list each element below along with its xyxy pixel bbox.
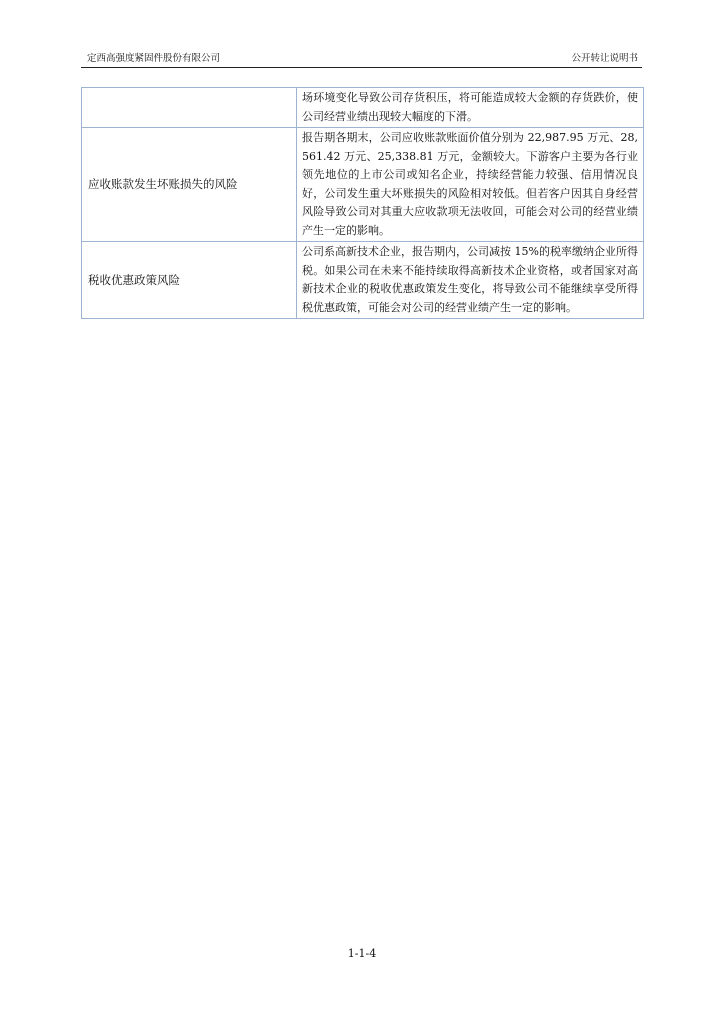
table-row — [82, 88, 644, 128]
company-name: 定西高强度紧固件股份有限公司 — [87, 53, 221, 64]
page-header — [81, 52, 642, 68]
risk-table — [81, 87, 644, 319]
document-type: 公开转让说明书 — [571, 53, 638, 64]
risk-name-cell: 应收账款发生坏账损失的风险 — [82, 128, 297, 242]
risk-description-cell: 公司系高新技术企业，报告期内，公司减按 15%的税率缴纳企业所得税。如果公司在未来不能持续取得高新技术企业资格，或者国家对高新技术企业的税收优惠政策发生变化，将导致公司不能继续享受所得税优惠政策，可能会对公司的经营业绩产生一定的影响。 — [297, 242, 644, 319]
table-row — [82, 128, 644, 242]
risk-name-cell: 税收优惠政策风险 — [82, 242, 297, 319]
risk-name-cell — [82, 88, 297, 128]
risk-description-cell: 报告期各期末，公司应收账款账面价值分别为 22,987.95 万元、28,561.42 万元、25,338.81 万元，金额较大。下游客户主要为各行业领先地位的上市公司或知名企业，持续经营能力较强、信用情况良好，公司发生重大坏账损失的风险相对较低。但若客户因其自身经营风险导致公司对其重大应收款项无法收回，可能会对公司的经营业绩产生一定的影响。 — [297, 128, 644, 242]
page-number: 1-1-4 — [347, 947, 377, 960]
risk-description-cell: 场环境变化导致公司存货积压，将可能造成较大金额的存货跌价，使公司经营业绩出现较大幅度的下滑。 — [297, 88, 644, 128]
table-row — [82, 242, 644, 319]
